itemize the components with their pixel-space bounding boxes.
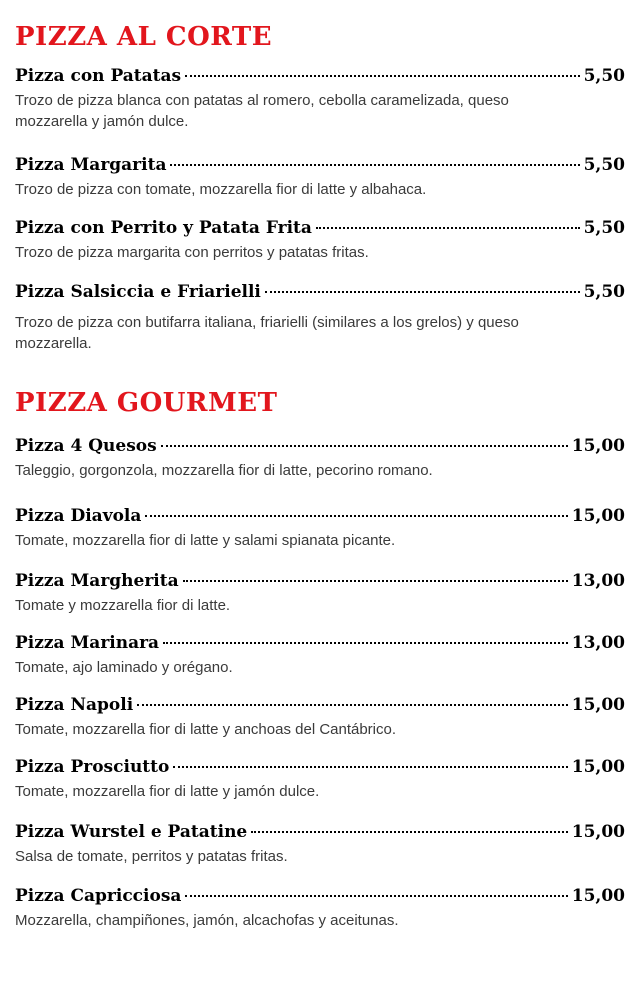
dot-leader [163, 642, 568, 644]
dot-leader [185, 895, 567, 897]
menu-item [15, 631, 625, 678]
dot-leader [137, 704, 568, 706]
item-heading-row [15, 434, 625, 458]
dot-leader [183, 580, 568, 582]
item-price: 15,00 [571, 822, 625, 842]
menu-item [15, 216, 625, 263]
item-name: Pizza Margherita [15, 571, 179, 591]
item-price: 15,00 [571, 506, 625, 526]
menu-item [15, 434, 625, 481]
dot-leader [251, 831, 568, 833]
item-description: Salsa de tomate, perritos y patatas fritas. [15, 848, 288, 865]
item-heading-row [15, 820, 625, 844]
item-description: Tomate, mozzarella fior di latte y anchoas del Cantábrico. [15, 721, 397, 738]
item-price: 13,00 [571, 633, 625, 653]
item-heading-row [15, 504, 625, 528]
dot-leader [265, 291, 580, 293]
item-price: 13,00 [571, 571, 625, 591]
item-heading-row [15, 280, 625, 304]
menu-item [15, 153, 625, 200]
item-heading-row [15, 693, 625, 717]
item-description: Trozo de pizza con butifarra italiana, friarielli (similares a los grelos) y queso mozzarella. [15, 314, 519, 352]
item-name: Pizza Diavola [15, 506, 142, 526]
item-name: Pizza 4 Quesos [15, 436, 157, 456]
section-title-pizza-gourmet: PIZZA GOURMET [15, 388, 278, 418]
item-description: Trozo de pizza con tomate, mozzarella fior di latte y albahaca. [15, 181, 427, 198]
item-name: Pizza Capricciosa [15, 886, 182, 906]
item-name: Pizza Napoli [15, 695, 134, 715]
item-heading-row [15, 153, 625, 177]
menu-item [15, 693, 625, 740]
item-heading-row [15, 216, 625, 240]
item-heading-row [15, 569, 625, 593]
dot-leader [173, 766, 567, 768]
item-name: Pizza Marinara [15, 633, 160, 653]
menu-item [15, 504, 625, 551]
menu-item [15, 280, 625, 354]
item-price: 5,50 [583, 155, 625, 175]
menu-item [15, 755, 625, 802]
item-price: 5,50 [583, 66, 625, 86]
dot-leader [145, 515, 567, 517]
item-description: Mozzarella, champiñones, jamón, alcachofas y aceitunas. [15, 912, 399, 929]
item-name: Pizza con Patatas [15, 66, 182, 86]
item-name: Pizza Margarita [15, 155, 167, 175]
menu-item [15, 64, 625, 132]
item-name: Pizza Salsiccia e Friarielli [15, 282, 261, 302]
menu-item [15, 569, 625, 616]
item-price: 15,00 [571, 695, 625, 715]
dot-leader [170, 164, 579, 166]
item-price: 15,00 [571, 436, 625, 456]
item-heading-row [15, 631, 625, 655]
item-heading-row [15, 64, 625, 88]
item-name: Pizza Prosciutto [15, 757, 170, 777]
item-heading-row [15, 755, 625, 779]
item-price: 15,00 [571, 757, 625, 777]
item-price: 5,50 [583, 218, 625, 238]
menu-item [15, 884, 625, 931]
item-price: 5,50 [583, 282, 625, 302]
item-description: Tomate, ajo laminado y orégano. [15, 659, 233, 676]
item-description: Trozo de pizza blanca con patatas al romero, cebolla caramelizada, queso mozzarella y jamón dulce. [15, 92, 509, 130]
item-description: Tomate y mozzarella fior di latte. [15, 597, 231, 614]
item-description: Tomate, mozzarella fior di latte y salami spianata picante. [15, 532, 396, 549]
item-description: Trozo de pizza margarita con perritos y patatas fritas. [15, 244, 369, 261]
item-description: Tomate, mozzarella fior di latte y jamón dulce. [15, 783, 320, 800]
item-name: Pizza Wurstel e Patatine [15, 822, 248, 842]
dot-leader [185, 75, 579, 77]
item-description: Taleggio, gorgonzola, mozzarella fior di latte, pecorino romano. [15, 462, 433, 479]
section-title-pizza-al-corte: PIZZA AL CORTE [15, 22, 273, 52]
dot-leader [161, 445, 568, 447]
item-heading-row [15, 884, 625, 908]
menu-item [15, 820, 625, 867]
item-price: 15,00 [571, 886, 625, 906]
dot-leader [316, 227, 580, 229]
item-name: Pizza con Perrito y Patata Frita [15, 218, 312, 238]
